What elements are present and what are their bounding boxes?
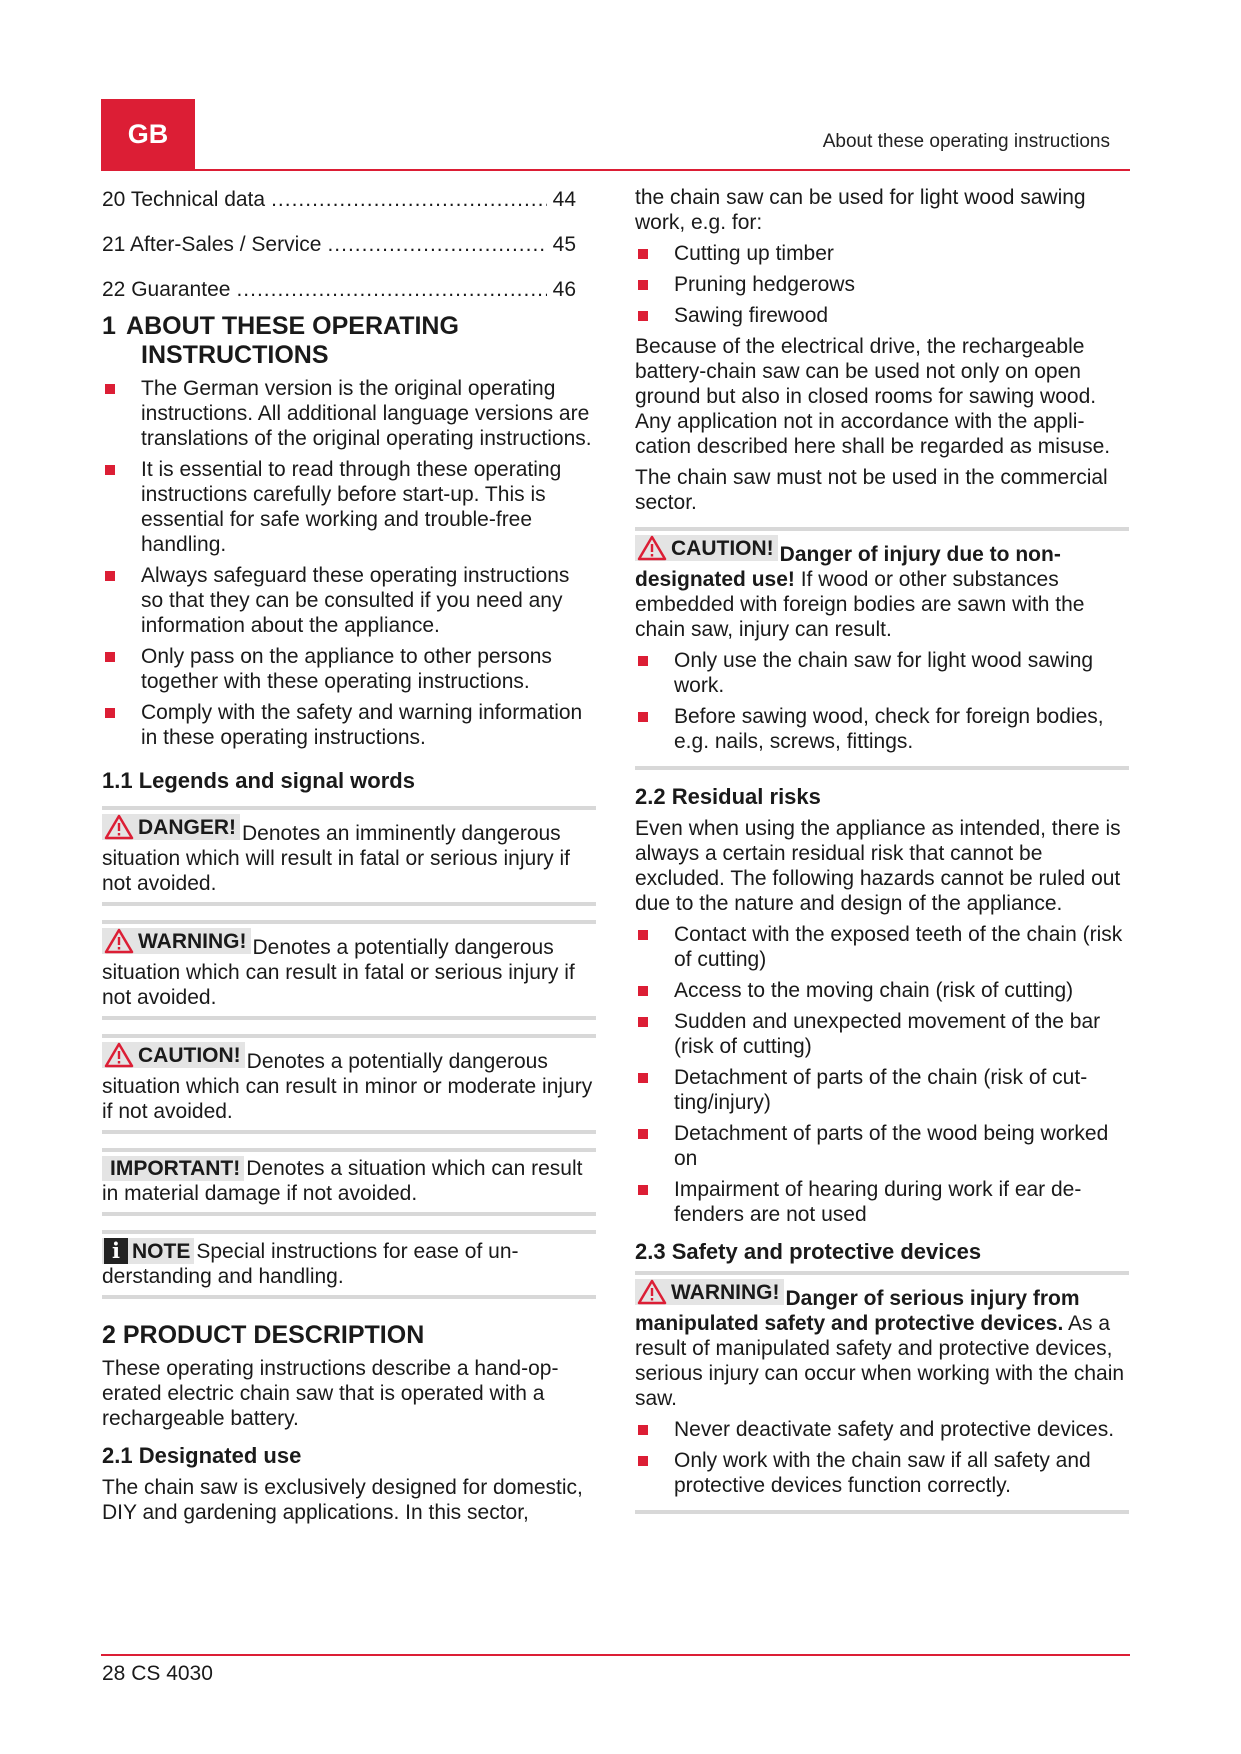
list-item (635, 648, 1129, 698)
list-item-text: Sudden and unexpected movement of the bar (risk of cutting) (674, 1010, 1101, 1058)
warning-bullets (635, 1417, 1129, 1498)
commercial-use-text: The chain saw must not be used in the commercial sector. (635, 466, 1108, 514)
notice-label-text: WARNING! (138, 929, 247, 953)
note-label (102, 1238, 194, 1264)
notice-label-text: WARNING! (671, 1280, 780, 1304)
warning-notice (102, 920, 596, 1020)
toc-page: 46 (552, 278, 576, 301)
bullet-square-icon (638, 1456, 648, 1466)
notice-text: If wood or other substances embedded with foreign bodies are sawn with the chain saw, injury can result. (635, 568, 1085, 641)
danger-notice (102, 806, 596, 906)
bullet-square-icon (638, 1073, 648, 1083)
footer-rule (101, 1654, 1130, 1656)
list-item-text: Detachment of parts of the wood being worked on (674, 1122, 1109, 1170)
list-item (635, 1009, 1129, 1059)
list-item (102, 563, 596, 638)
list-item (102, 644, 596, 694)
notice-text: Denotes a situation which can result in material damage if not avoided. (102, 1157, 583, 1205)
important-label (102, 1156, 244, 1181)
subsection-1-1-heading: 1.1 Legends and signal words (102, 768, 415, 793)
toc-label: 22 Guarantee (102, 278, 231, 301)
warning-triangle-icon (104, 814, 134, 840)
notice-bold-text: Danger of serious injury from manipulated safety and protective devices. (635, 1287, 1080, 1335)
list-item (635, 1177, 1129, 1227)
section-1-bullets (102, 376, 596, 750)
list-item (635, 303, 1129, 328)
section-number: 1 (102, 312, 116, 340)
warning-triangle-icon (104, 928, 134, 954)
list-item-text: The German version is the original operating instructions. All additional language versions are translations of the original operating instructions. (141, 377, 592, 450)
section-title-line2: INSTRUCTIONS (141, 341, 329, 369)
list-item (635, 978, 1129, 1003)
list-item-text: Only use the chain saw for light wood sawing work. (674, 649, 1094, 697)
notice-text: Denotes an imminently dangerous situation which will result in fatal or serious injury if not avoided. (102, 822, 571, 895)
list-item (635, 1065, 1129, 1115)
list-item-text: It is essential to read through these operating instructions carefully before start-up. This is essential for safe working and trouble-free handling. (141, 458, 562, 556)
list-item-text: Contact with the exposed teeth of the chain (risk of cutting) (674, 923, 1123, 971)
notice-label-text: DANGER! (138, 815, 236, 839)
list-item-text: Impairment of hearing during work if ear defenders are not used (674, 1178, 1082, 1226)
info-icon: i (104, 1238, 128, 1264)
toc-page: 45 (552, 233, 576, 256)
toc-leader (327, 232, 546, 257)
subsection-2-2-heading: 2.2 Residual risks (635, 784, 821, 809)
notice-label-text: CAUTION! (671, 536, 774, 560)
subsection-2-3-heading: 2.3 Safety and protective devices (635, 1239, 982, 1264)
bullet-square-icon (105, 652, 115, 662)
caution-notice (102, 1034, 596, 1134)
list-item (102, 700, 596, 750)
warning-triangle-icon (637, 1279, 667, 1305)
notice-label-text: CAUTION! (138, 1043, 241, 1067)
bullet-square-icon (638, 656, 648, 666)
list-item-text: Only pass on the appliance to other persons together with these operating instructions. (141, 645, 552, 693)
bullet-square-icon (638, 1017, 648, 1027)
list-item (635, 1417, 1129, 1442)
bullet-square-icon (638, 712, 648, 722)
bullet-square-icon (105, 571, 115, 581)
notice-bold-text: Danger of injury due to non-designated use! (635, 543, 1061, 591)
caution-label (635, 535, 778, 561)
section-2-intro: These operating instructions describe a hand-operated electric chain saw that is operated with a rechargeable battery. (102, 1357, 559, 1430)
important-notice (102, 1148, 596, 1216)
running-header: About these operating instructions (822, 131, 1110, 152)
uses-list (635, 241, 1129, 328)
danger-label (102, 814, 240, 840)
bullet-square-icon (638, 1425, 648, 1435)
designated-use-text: The chain saw is exclusively designed for domestic, DIY and gardening applications. In this sector, (102, 1476, 583, 1524)
toc-page: 44 (552, 188, 576, 211)
toc-leader (271, 187, 547, 212)
list-item-text: Detachment of parts of the chain (risk of cutting/injury) (674, 1066, 1088, 1114)
list-item-text: Comply with the safety and warning information in these operating instructions. (141, 701, 583, 749)
toc-leader (236, 277, 546, 302)
list-item-text: Always safeguard these operating instructions so that they can be consulted if you need any information about the appliance. (141, 564, 570, 637)
bullet-square-icon (105, 465, 115, 475)
list-item (635, 241, 1129, 266)
country-tab: GB (101, 99, 195, 169)
notice-label-text: IMPORTANT! (110, 1157, 241, 1180)
toc-row[interactable] (102, 232, 596, 257)
list-item (635, 922, 1129, 972)
list-item-text: Pruning hedgerows (674, 273, 855, 296)
left-column (102, 187, 596, 1531)
warning-safety-devices-notice (635, 1271, 1129, 1514)
toc-label: 21 After-Sales / Service (102, 233, 322, 256)
bullet-square-icon (105, 384, 115, 394)
list-item-text: Sawing firewood (674, 304, 829, 327)
list-item-text: Before sawing wood, check for foreign bodies, e.g. nails, screws, fittings. (674, 705, 1104, 753)
electric-drive-text: Because of the electrical drive, the rechargeable battery-chain saw can be used not only on open ground but also in closed rooms for sawing wood. Any application not in accordance with the application described here shall be regarded as misuse. (635, 335, 1111, 458)
toc-row[interactable] (102, 187, 596, 212)
residual-risks-text: Even when using the appliance as intended, there is always a certain residual risk that cannot be excluded. The following hazards cannot be ruled out due to the nature and design of the appliance. (635, 817, 1121, 915)
caution-label (102, 1042, 245, 1068)
list-item (635, 272, 1129, 297)
list-item-text: Never deactivate safety and protective devices. (674, 1418, 1115, 1441)
list-item-text: Access to the moving chain (risk of cutting) (674, 979, 1074, 1002)
right-column (635, 185, 1129, 1528)
toc-label: 20 Technical data (102, 188, 266, 211)
list-item (102, 457, 596, 557)
warning-triangle-icon (637, 535, 667, 561)
list-item (635, 1121, 1129, 1171)
list-item (635, 704, 1129, 754)
notice-text: Denotes a potentially dangerous situation which can result in minor or moderate injury if not avoided. (102, 1050, 593, 1123)
list-item-text: Cutting up timber (674, 242, 834, 265)
bullet-square-icon (638, 249, 648, 259)
section-title-line1: ABOUT THESE OPERATING (126, 312, 459, 340)
section-1-heading (102, 312, 596, 370)
caution-bullets (635, 648, 1129, 754)
designated-use-text-continued: the chain saw can be used for light wood sawing work, e.g. for: (635, 186, 1086, 234)
subsection-2-1-heading: 2.1 Designated use (102, 1443, 302, 1468)
toc-row[interactable] (102, 277, 596, 302)
caution-designated-use-notice (635, 527, 1129, 770)
residual-risks-list (635, 922, 1129, 1227)
warning-label (102, 928, 251, 954)
note-notice (102, 1230, 596, 1299)
list-item (102, 376, 596, 451)
bullet-square-icon (105, 708, 115, 718)
list-item-text: Only work with the chain saw if all safety and protective devices function correctly. (674, 1449, 1091, 1497)
page-footer: 28 CS 4030 (102, 1662, 213, 1685)
list-item (635, 1448, 1129, 1498)
notice-text: As a result of manipulated safety and protective devices, serious injury can occur when working with the chain saw. (635, 1312, 1125, 1410)
header-rule (101, 169, 1130, 171)
notice-text: Special instructions for ease of understanding and handling. (102, 1240, 519, 1288)
bullet-square-icon (638, 1129, 648, 1139)
bullet-square-icon (638, 930, 648, 940)
bullet-square-icon (638, 311, 648, 321)
bullet-square-icon (638, 1185, 648, 1195)
warning-label (635, 1279, 784, 1305)
warning-triangle-icon (104, 1042, 134, 1068)
bullet-square-icon (638, 986, 648, 996)
section-2-heading: 2 PRODUCT DESCRIPTION (102, 1321, 425, 1349)
notice-text: Denotes a potentially dangerous situation which can result in fatal or serious injury if not avoided. (102, 936, 575, 1009)
notice-label-text: NOTE (132, 1239, 191, 1263)
bullet-square-icon (638, 280, 648, 290)
